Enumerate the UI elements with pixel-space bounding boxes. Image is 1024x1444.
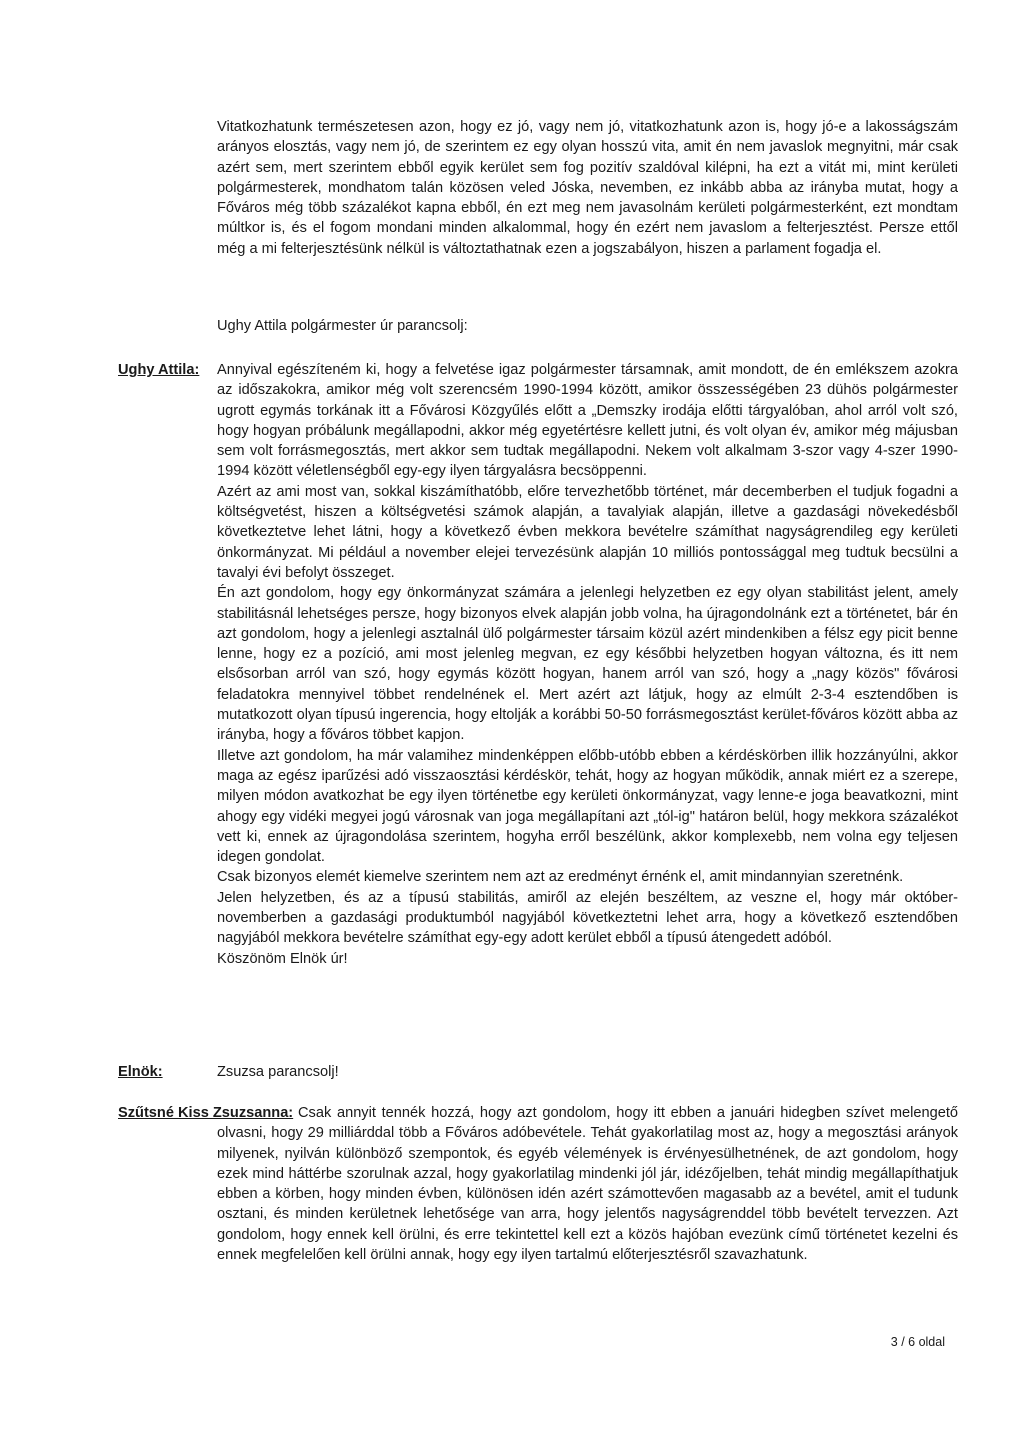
speech-szutsne [217,1103,958,1265]
intro-text: Vitatkozhatunk természetesen azon, hogy ez jó, vagy nem jó, vitatkozhatunk azon is, hogy jó-e a lakosságszám arányos elosztás, vagy nem jó, de szerintem ez egy olyan hosszú vita, amit én nem javaslok megnyitni, már csak azért sem, mert szerintem ebből egyik kerület sem fog pozitív szaldóval kilépni, ha ezt a vitát mi, mint kerületi polgármesterek, mondhatom talán közösen veled Jóska, nevemben, ez inkább abba az irányba mutat, hogy a Főváros még több százalékot kapna ebből, én ezt meg nem javasolnám kerületi polgármesterként, ezt mondtam múltkor is, és el fogom mondani minden alkalommal, hogy én ezért nem javaslom a felterjesztést. Persze ettől még a mi felterjesztésünk nélkül is változtathatnak ezen a jogszabályon, hiszen a parlament fogadja el. [217,119,958,257]
speech-paragraph: Csak bizonyos elemét kiemelve szerintem nem azt az eredményt érnénk el, amit mindannyian szeretnénk. [217,869,904,886]
speech-elnok [217,1062,958,1082]
speaker-label-elnok: Elnök: [118,1064,163,1080]
speech-paragraph: Illetve azt gondolom, ha már valamihez mindenképpen előbb-utóbb ebben a kérdéskörben illik hozzányúlni, akkor maga az egész iparűzési adó visszaosztási kérdéskör, tehát, hogy az hogyan működik, annak miért ez a szerepe, milyen módon avatkozhat be egy ilyen történetbe egy kerületi önkormányzat, vagy lenne-e joga beavatkozni, mint ahogy egy vidéki megyei jogú városnak van joga megállapítani azt „tól-ig" határon belül, hogy mekkora százalékot vett ki, ennek az újragondolása szerintem, hogyha erről beszélünk, akkor komplexebb, nem volna egy teljesen idegen gondolat. [217,747,958,866]
page-number: 3 / 6 oldal [890,1335,945,1349]
speaker-label-szutsne: Szűtsné Kiss Zsuzsanna: [118,1105,294,1121]
speech-paragraph: Zsuzsa parancsolj! [217,1064,339,1080]
speech-paragraph: Köszönöm Elnök úr! [217,950,348,967]
invite-text: Ughy Attila polgármester úr parancsolj: [217,318,468,334]
invite-line [217,316,958,336]
speech-paragraph: Csak annyit tennék hozzá, hogy azt gondolom, hogy itt ebben a januári hidegben szívet melengető olvasni, hogy 29 milliárddal több a Főváros adóbevétele. Tehát gyakorlatilag most az, hogy a megosztási arányok milyenek, nyilván különböző szempontok, és egyéb vélemények is érvényesülhetnének, de azt gondolom, hogy ezek mind háttérbe szorulnak azzal, hogy gyakorlatilag mindenki jól jár, idézőjelben, tehát mindig megállapíthatjuk ebben a körben, hogy minden évben, különösen idén azért számottevően magasabb az a bevétel, amit el tudunk osztani, és minden kerületnek lehetősége van arra, hogy jelentős nagyságrenddel több bevételt tervezzen. Azt gondolom, hogy ennek kell örülni, és erre tekintettel kell ezt a közös hajóban evezünk című történetet kezelni és ennek megfelelően kell örülni annak, hogy egy ilyen tartalmú előterjesztésről szavazhatunk. [217,1105,958,1264]
speech-paragraph: Én azt gondolom, hogy egy önkormányzat számára a jelenlegi helyzetben ez egy olyan stabilitást jelent, amely stabilitásnál lehetséges persze, hogy bizonyos elvek alapján jobb volna, ha újragondolnánk ezt a történetet, bár én azt gondolom, hogy a jelenlegi asztalnál ülő polgármester társaim közül azért mindenkiben a félsz egy picit benne lenne, hogy ez a pozíció, ami most jelenleg megvan, ez egy későbbi helyzetben hogyan változna, és itt nem elsősorban arról van szó, hogy egymás között hogyan, hanem arról van szó, hogy a „nagy közös" fővárosi feladatokra mennyivel többet rendelnének el. Mert azért azt látjuk, hogy az elmúlt 2-3-4 esztendőben is mutatkozott olyan típusú ingerencia, hogy eltolják a korábbi 50-50 forrásmegosztást kerület-főváros között abba az irányba, hogy a főváros többet kapjon. [217,585,958,744]
speaker-label-ughy: Ughy Attila: [118,362,200,378]
speech-paragraph: Azért az ami most van, sokkal kiszámíthatóbb, előre tervezhetőbb történet, már decemberben el tudjuk fogadni a költségvetést, hiszen a költségvetési számok alapján, a tavalyiak alapján, illetve a gazdasági növekedésből következtetve lehet látni, hogy a következő évben mekkora bevételre számíthat nagyságrendileg egy kerületi önkormányzat. Mi például a november elejei tervezésünk alapján 10 milliós pontossággal meg tudtuk becsülni a tavalyi évi befolyt összeget. [217,483,958,581]
speech-ughy [217,360,958,969]
intro-paragraph [217,117,958,259]
speech-paragraph: Annyival egészíteném ki, hogy a felvetése igaz polgármester társamnak, amit mondott, de én emlékszem azokra az időszakokra, amikor még volt szerencsém 1990-1994 között, amikor összességében 23 dühös polgármester ugrott egymás torkának itt a Fővárosi Közgyűlés előtt a „Demszky irodája előtti tárgyalóban, ahol arról volt szó, hogy hogyan próbálunk megállapodni, akkor még egyetértésre kellett jutni, és volt olyan év, amikor még májusban sem volt forrásmegosztás, mert akkor sem tudtak megállapodni. Nekem volt alkalmam 3-szor vagy 4-szer 1990-1994 között véletlenségből egy-egy ilyen tárgyalásra becsöppenni. [217,362,958,480]
speech-paragraph: Jelen helyzetben, és az a típusú stabilitás, amiről az elején beszéltem, az veszne el, hogy már október-novemberben a gazdasági produktumból nagyjából következtetni lehet arra, hogy a következő esztendőben nagyjából mekkora bevételre számíthat egy-egy adott kerület ebből a típusú átengedett adóból. [217,889,958,947]
